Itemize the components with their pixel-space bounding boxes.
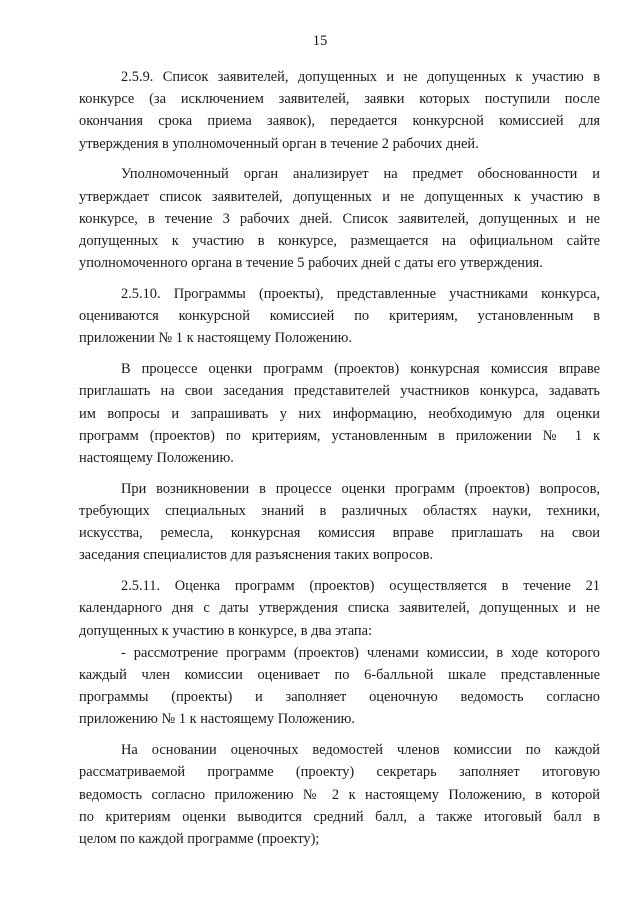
paragraph-authority-review [79,163,600,274]
text-line: требующих специальных знаний в различных областях науки, техники, [79,503,600,520]
text-line: допущенных к участию в конкурсе, размещается на официальном сайте [79,233,600,250]
text-line: конкурсе (за исключением заявителей, заявки которых поступили после [79,91,600,108]
paragraph-2-5-10 [79,283,600,350]
paragraph-summary-sheet [79,739,600,850]
text-line: приглашать на свои заседания представителей участников конкурса, задавать [79,383,600,400]
text-line: 2.5.10. Программы (проекты), представленные участниками конкурса, [121,286,600,303]
paragraph-stage-one [79,642,600,731]
text-line: оцениваются конкурсной комиссией по критериям, установленным в [79,308,600,325]
text-line: им вопросы и запрашивать у них информацию, необходимую для оценки [79,405,600,422]
text-line: программы (проекты) и заполняет оценочную ведомость согласно [79,689,600,706]
text-line: - рассмотрение программ (проектов) членами комиссии, в ходе которого [121,644,600,661]
text-line: уполномоченного органа в течение 5 рабочих дней с даты его утверждения. [79,255,543,272]
text-line: При возникновении в процессе оценки программ (проектов) вопросов, [121,480,600,497]
text-line: В процессе оценки программ (проектов) конкурсная комиссия вправе [121,361,600,378]
text-line: настоящему Положению. [79,450,234,467]
text-line: приложению № 1 к настоящему Положению. [79,711,356,728]
text-line: 2.5.9. Список заявителей, допущенных и не допущенных к участию в [121,69,600,85]
text-line: окончания срока приема заявок), передается конкурсной комиссией для [79,113,600,130]
text-line: программ (проектов) по критериям, установленным в приложении № 1 к [79,427,600,444]
paragraph-evaluation-process [79,358,600,469]
text-line: заседания специалистов для разъяснения таких вопросов. [79,547,434,564]
text-line: 2.5.11. Оценка программ (проектов) осуществляется в течение 21 [121,578,600,595]
text-line: утверждает список заявителей, допущенных и не допущенных к участию в [79,188,600,205]
text-line: конкурсе, в течение 3 рабочих дней. Список заявителей, допущенных и не [79,210,600,227]
text-line: Уполномоченный орган анализирует на предмет обоснованности и [121,166,600,183]
text-line: целом по каждой программе (проекту); [79,831,320,848]
text-line: ведомость согласно приложению № 2 к настоящему Положению, в которой [79,786,600,803]
text-line: рассматриваемой программе (проекту) секретарь заполняет итоговую [79,764,600,781]
text-line: На основании оценочных ведомостей членов комиссии по каждой [121,742,600,759]
page-number: 15 [312,33,328,49]
text-line: утверждения в уполномоченный орган в течение 2 рабочих дней. [79,135,479,152]
text-line: приложении № 1 к настоящему Положению. [79,330,352,347]
document-body [79,66,600,859]
paragraph-2-5-9 [79,66,600,155]
text-line: календарного дня с даты утверждения списка заявителей, допущенных и не [79,600,600,617]
text-line: каждый член комиссии оценивает по 6-балльной шкале представленные [79,667,600,684]
text-line: допущенных к участию в конкурсе, в два этапа: [79,622,372,639]
text-line: искусства, ремесла, конкурсная комиссия вправе приглашать на свои [79,525,600,542]
paragraph-specialists [79,478,600,567]
text-line: по критериям оценки выводится средний балл, а также итоговый балл в [79,808,600,825]
paragraph-2-5-11 [79,575,600,642]
